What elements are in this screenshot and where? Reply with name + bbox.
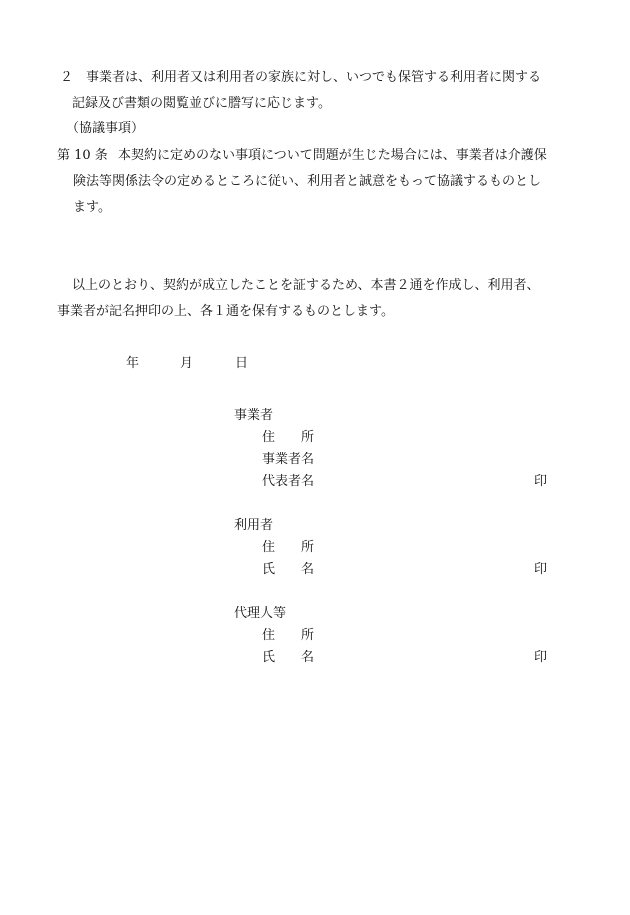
article-10-line-1: 本契約に定めのない事項について問題が生じた場合には、事業者は介護保 bbox=[118, 148, 547, 163]
item-2-line-1: 事業者は、利用者又は利用者の家族に対し、いつでも保管する利用者に関する bbox=[86, 70, 542, 85]
user-name-label: 氏 名 bbox=[262, 562, 315, 577]
business-title: 事業者 bbox=[234, 408, 274, 423]
user-seal-mark: 印 bbox=[534, 562, 548, 577]
item-2-line-2: 記録及び書類の閲覧並びに謄写に応じます。 bbox=[72, 96, 331, 111]
user-address-label: 住 所 bbox=[262, 540, 315, 555]
closing-line-1: 以上のとおり、契約が成立したことを証するため、本書２通を作成し、利用者、 bbox=[72, 278, 540, 293]
article-10-heading: （協議事項） bbox=[66, 121, 145, 136]
business-company-label: 事業者名 bbox=[262, 452, 315, 467]
date-month: 月 bbox=[180, 356, 194, 371]
agent-title: 代理人等 bbox=[234, 606, 287, 621]
agent-seal-mark: 印 bbox=[534, 650, 548, 665]
article-10-line-3: ます。 bbox=[73, 200, 111, 215]
date-year: 年 bbox=[126, 356, 140, 371]
item-2-number: ２ bbox=[60, 70, 74, 85]
business-seal-mark: 印 bbox=[534, 474, 548, 489]
business-address-label: 住 所 bbox=[262, 430, 315, 445]
agent-address-label: 住 所 bbox=[262, 628, 315, 643]
user-title: 利用者 bbox=[234, 518, 274, 533]
business-representative-label: 代表者名 bbox=[262, 474, 315, 489]
closing-line-2: 事業者が記名押印の上、各１通を保有するものとします。 bbox=[57, 304, 394, 319]
agent-name-label: 氏 名 bbox=[262, 650, 315, 665]
article-10-line-2: 険法等関係法令の定めるところに従い、利用者と誠意をもって協議するものとし bbox=[73, 174, 542, 189]
date-day: 日 bbox=[235, 356, 249, 371]
article-10-number: 第 10 条 bbox=[57, 148, 108, 163]
